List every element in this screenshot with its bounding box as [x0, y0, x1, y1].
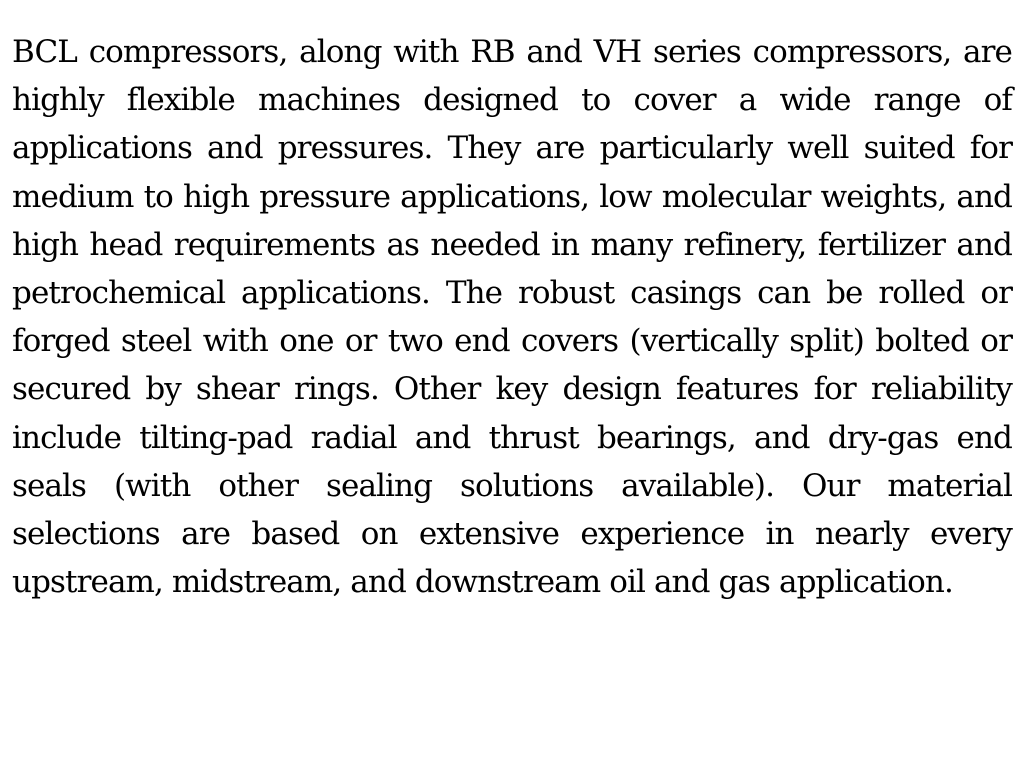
body-paragraph: BCL compressors, along with RB and VH series compressors, are highly flexible machines designed to cover a wide range of applications and pressures. They are particularly well suited for medium to high pressure applications, low molecular weights, and high head requirements as needed in many refinery, fertilizer and petrochemical applications. The robust casings can be rolled or forged steel with one or two end covers (vertically split) bolted or secured by shear rings. Other key design features for reliability include tilting-pad radial and thrust bearings, and dry-gas end seals (with other sealing solutions available). Our material selections are based on extensive experience in nearly every upstream, midstream, and downstream oil and gas application. — [12, 34, 1012, 601]
